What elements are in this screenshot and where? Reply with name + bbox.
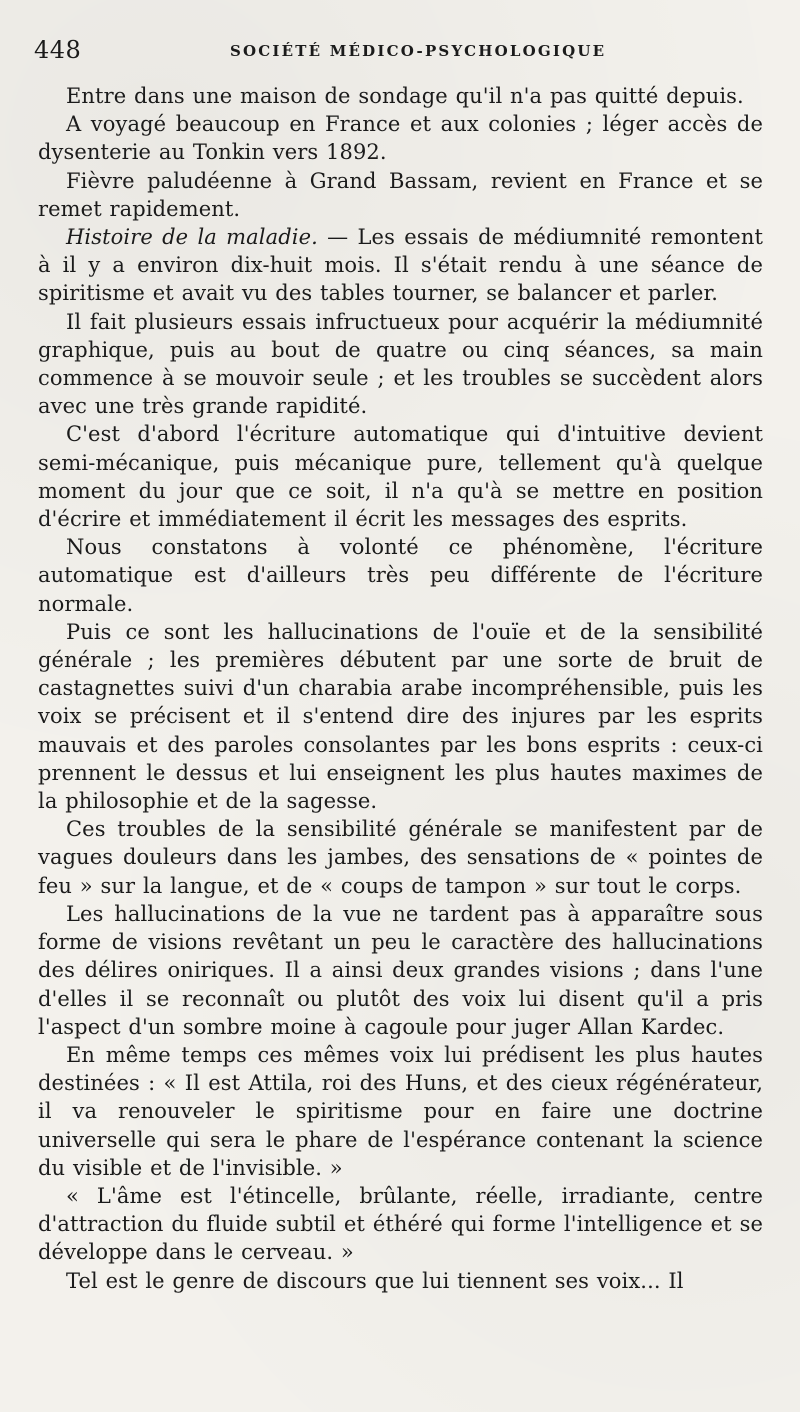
paragraph (38, 223, 763, 308)
paragraph-text: Nous constatons à volonté ce phénomène, l'écriture automatique est d'ailleurs très peu différente de l'écriture normale. (38, 535, 763, 616)
paragraph (38, 1267, 763, 1295)
paragraph (38, 167, 763, 223)
running-head: SOCIÉTÉ MÉDICO-PSYCHOLOGIQUE (230, 42, 607, 60)
page-number: 448 (34, 36, 82, 64)
paragraph-text: « L'âme est l'étincelle, brûlante, réelle, irradiante, centre d'attraction du fluide subtil et éthéré qui forme l'intelligence et se développe dans le cerveau. » (38, 1183, 763, 1265)
paragraph (38, 308, 763, 421)
paragraph-text: C'est d'abord l'écriture automatique qui d'intuitive devient semi-mécanique, puis mécanique pure, tellement qu'à quelque moment du jour que ce soit, il n'a qu'à se mettre en position d'écrire et immédiatement il écrit les messages des esprits. (38, 422, 763, 532)
paragraph-text: Ces troubles de la sensibilité générale se manifestent par de vagues douleurs dans les jambes, des sensations de « pointes de feu » sur la langue, et de « coups de tampon » sur tout le corps. (38, 817, 763, 898)
paragraph (38, 1041, 763, 1182)
paragraph (38, 533, 763, 618)
paragraph (38, 900, 763, 1041)
paragraph (38, 618, 763, 815)
paragraph-text: — Les essais de médiumnité remontent à il y a environ dix-huit mois. Il s'était rendu à une séance de spiritisme et avait vu des tables tourner, se balancer et parler. (38, 225, 763, 306)
paragraph-text: Les hallucinations de la vue ne tardent pas à apparaître sous forme de visions revêtant un peu le caractère des hallucinations des délires oniriques. Il a ainsi deux grandes visions ; dans l'une d'elles il se reconnaît ou plutôt des voix lui disent qu'il a pris l'aspect d'un sombre moine à cagoule pour juger Allan Kardec. (38, 901, 763, 1039)
paragraph (38, 420, 763, 533)
section-heading-italic: Histoire de la maladie. (66, 225, 318, 250)
paragraph-text: Fièvre paludéenne à Grand Bassam, revient en France et se remet rapidement. (38, 168, 763, 221)
paragraph (38, 815, 763, 900)
paragraph (38, 82, 763, 110)
paragraph-text: Puis ce sont les hallucinations de l'ouïe et de la sensibilité générale ; les premières débutent par une sorte de bruit de castagnettes suivi d'un charabia arabe incompréhensible, puis les voix se précisent et il s'entend dire des injures par les esprits mauvais et des paroles consolantes par les bons esprits : ceux-ci prennent le dessus et lui enseignent les plus hautes maximes de la philosophie et de la sagesse. (38, 619, 763, 814)
paragraph-text: Entre dans une maison de sondage qu'il n'a pas quitté depuis. (66, 84, 744, 108)
paragraph-text: En même temps ces mêmes voix lui prédisent les plus hautes destinées : « Il est Attila, roi des Huns, et des cieux régénérateur, il va renouveler le spiritisme pour en faire une doctrine universelle qui sera le phare de l'espérance contenant la science du visible et de l'invisible. » (38, 1042, 763, 1180)
paragraph (38, 110, 763, 166)
paragraph-text: A voyagé beaucoup en France et aux colonies ; léger accès de dysenterie au Tonkin vers 1892. (38, 112, 763, 165)
paragraph-text: Il fait plusieurs essais infructueux pour acquérir la médiumnité graphique, puis au bout de quatre ou cinq séances, sa main commence à se mouvoir seule ; et les troubles se succèdent alors avec une très grande rapidité. (38, 309, 763, 419)
body-text (38, 82, 763, 1295)
paragraph (38, 1182, 763, 1267)
page-header (34, 36, 760, 66)
paragraph-text: Tel est le genre de discours que lui tiennent ses voix... Il (66, 1268, 684, 1293)
